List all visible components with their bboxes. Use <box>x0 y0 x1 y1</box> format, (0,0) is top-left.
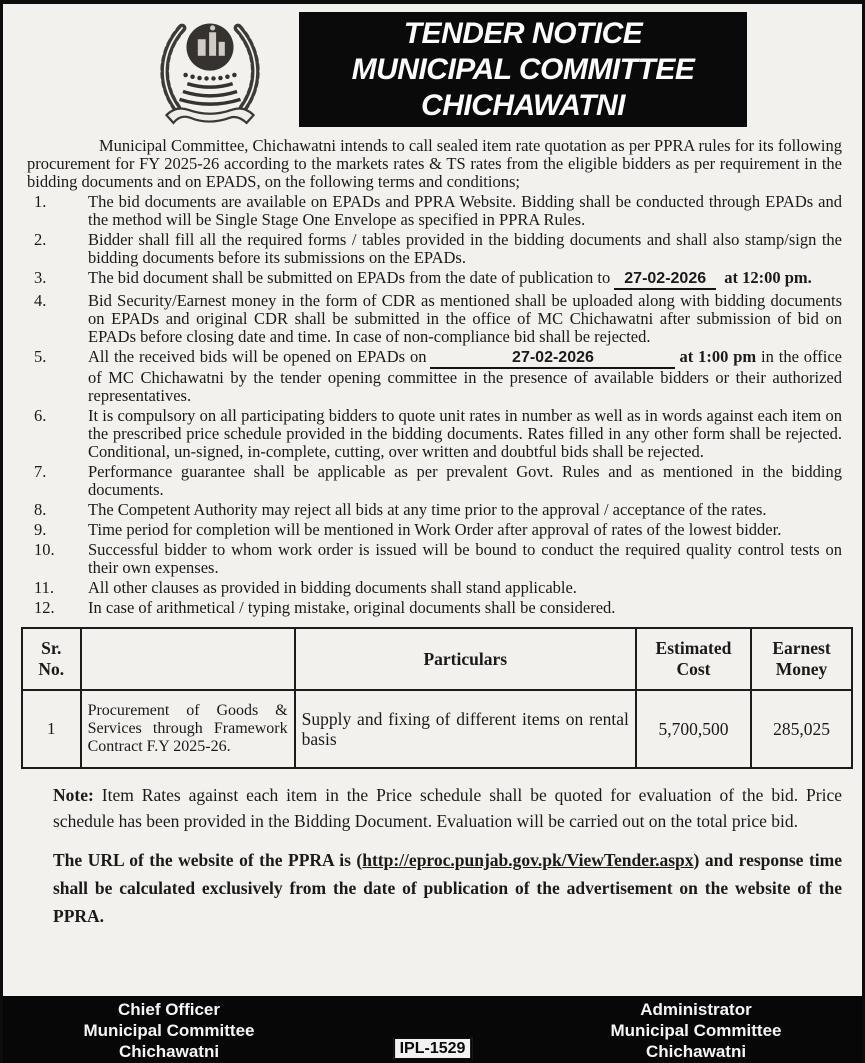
bid-opening-date: 27-02-2026 <box>430 349 675 369</box>
term-item-7 <box>27 463 842 499</box>
term-text: Bid Security/Earnest money in the form of CDR as mentioned shall be uploaded along with bidding documents on EPADs and original CDR shall be submitted in the office of MC Chichawatni after submission of bid on EPADs before closing date and time. In case of non-compliance bid shall be rejected. <box>88 291 842 346</box>
title-box <box>299 12 747 127</box>
term-text: Time period for completion will be mentioned in Work Order after approval of rates of the lowest bidder. <box>88 520 782 539</box>
term-text: The bid documents are available on EPADs and PPRA Website. Bidding shall be conducted through EPADs and the method will be Single Stage One Envelope as specified in PPRA Rules. <box>88 192 842 229</box>
signatory-right-city: Chichawatni <box>645 1042 747 1061</box>
header-scheme <box>81 628 295 690</box>
term-text-pre: The bid document shall be submitted on EPADs from the date of publication to <box>88 268 611 287</box>
term-number: 2. <box>34 230 47 249</box>
cell-particulars: Supply and fixing of different items on rental basis <box>295 690 636 768</box>
ipl-reference-badge: IPL-1529 <box>393 1037 473 1060</box>
ppra-paragraph <box>53 846 842 930</box>
signatory-right-org: Municipal Committee <box>610 1021 782 1040</box>
signatory-left-org: Municipal Committee <box>83 1021 255 1040</box>
term-item-9 <box>27 521 842 539</box>
term-text: In case of arithmetical / typing mistake, original documents shall be considered. <box>88 598 616 617</box>
term-item-4 <box>27 292 842 346</box>
term-text-pre: All the received bids will be opened on EPADs on <box>88 347 427 366</box>
title-line-2: MUNICIPAL COMMITTEE <box>351 52 695 86</box>
term-text: The Competent Authority may reject all bids at any time prior to the approval / acceptance of the rates. <box>88 500 767 519</box>
term-item-1 <box>27 193 842 229</box>
header-estimated-cost: Estimated Cost <box>636 628 751 690</box>
header-sr-no: Sr. No. <box>22 628 81 690</box>
term-number: 10. <box>34 540 55 559</box>
note-label: Note: <box>53 785 94 805</box>
ppra-text-post: ) and response time shall be calculated exclusively from the date of publication of the advertisement on the website of the PPRA. <box>53 850 843 926</box>
term-number: 5. <box>34 347 47 366</box>
term-number: 1. <box>34 192 47 211</box>
terms-list <box>3 193 862 617</box>
cell-earnest-money: 285,025 <box>751 690 852 768</box>
term-text: Performance guarantee shall be applicable as per prevalent Govt. Rules and as mentioned in the bidding documents. <box>88 462 842 499</box>
table-row <box>22 690 852 768</box>
header-earnest-money: Earnest Money <box>751 628 852 690</box>
signatory-right <box>546 996 846 1063</box>
submission-deadline-time: at 12:00 pm. <box>724 268 812 287</box>
term-text: Successful bidder to whom work order is issued will be bound to conduct the required quality control tests on their own expenses. <box>88 540 842 577</box>
ppra-text-pre: The URL of the website of the PPRA is ( <box>53 850 363 870</box>
term-item-6 <box>27 407 842 461</box>
signatory-left-title: Chief Officer <box>117 1000 221 1019</box>
footer-bar <box>3 996 862 1063</box>
tender-table <box>21 627 853 769</box>
term-text: It is compulsory on all participating bidders to quote unit rates in number as well as in words against each item on the prescribed price schedule provided in the bidding documents. Rates filled in any other form shall be rejected. Conditional, un-signed, in-complete, cutting, over written and doubtful bids shall be rejected. <box>88 406 842 461</box>
term-number: 12. <box>34 598 55 617</box>
term-item-11 <box>27 579 842 597</box>
signatory-right-title: Administrator <box>640 1000 752 1019</box>
term-text-post: in the office of MC Chichawatni by the tender opening committee in the presence of available bidders or their authorized representatives. <box>88 347 842 405</box>
note-paragraph <box>53 782 842 834</box>
bid-opening-time: at 1:00 pm <box>679 347 757 366</box>
municipal-crest-logo <box>149 10 271 126</box>
ppra-url-link[interactable]: http://eproc.punjab.gov.pk/ViewTender.aspx <box>362 850 694 870</box>
cell-scheme: Procurement of Goods & Services through Framework Contract F.Y 2025-26. <box>81 690 295 768</box>
term-item-10 <box>27 541 842 577</box>
table-header-row <box>22 628 852 690</box>
note-text: Item Rates against each item in the Price schedule shall be quoted for evaluation of the bid. Price schedule has been provided in the Bidding Document. Evaluation will be carried out on the total price bid. <box>53 785 842 831</box>
term-item-3 <box>27 269 842 290</box>
term-item-5 <box>27 348 842 405</box>
term-number: 6. <box>34 406 47 425</box>
title-line-1: TENDER NOTICE <box>403 16 643 50</box>
term-item-2 <box>27 231 842 267</box>
term-number: 11. <box>34 578 55 597</box>
term-number: 7. <box>34 462 47 481</box>
term-number: 4. <box>34 291 47 310</box>
cell-sr-no: 1 <box>22 690 81 768</box>
term-text: All other clauses as provided in bidding documents shall stand applicable. <box>88 578 577 597</box>
term-text <box>88 269 842 290</box>
term-number: 8. <box>34 500 47 519</box>
cell-estimated-cost: 5,700,500 <box>636 690 751 768</box>
term-number: 3. <box>34 268 47 287</box>
term-text <box>88 348 842 405</box>
term-number: 9. <box>34 520 47 539</box>
header <box>3 4 862 128</box>
term-item-8 <box>27 501 842 519</box>
submission-deadline-date: 27-02-2026 <box>614 270 716 290</box>
intro-paragraph: Municipal Committee, Chichawatni intends to call sealed item rate quotation as per PPRA rules for its following procurement for FY 2025-26 according to the markets rates & TS rates from the eligible bidders as per requirement in the bidding documents and on EPADS, on the following terms and conditions; <box>27 136 842 191</box>
signatory-left-city: Chichawatni <box>118 1042 220 1061</box>
header-particulars: Particulars <box>295 628 636 690</box>
term-item-12 <box>27 599 842 617</box>
signatory-left <box>19 996 319 1063</box>
title-line-3: CHICHAWATNI <box>421 88 625 122</box>
term-text: Bidder shall fill all the required forms / tables provided in the bidding documents and shall also stamp/sign the bidding documents before its submissions on the EPADs. <box>88 230 842 267</box>
